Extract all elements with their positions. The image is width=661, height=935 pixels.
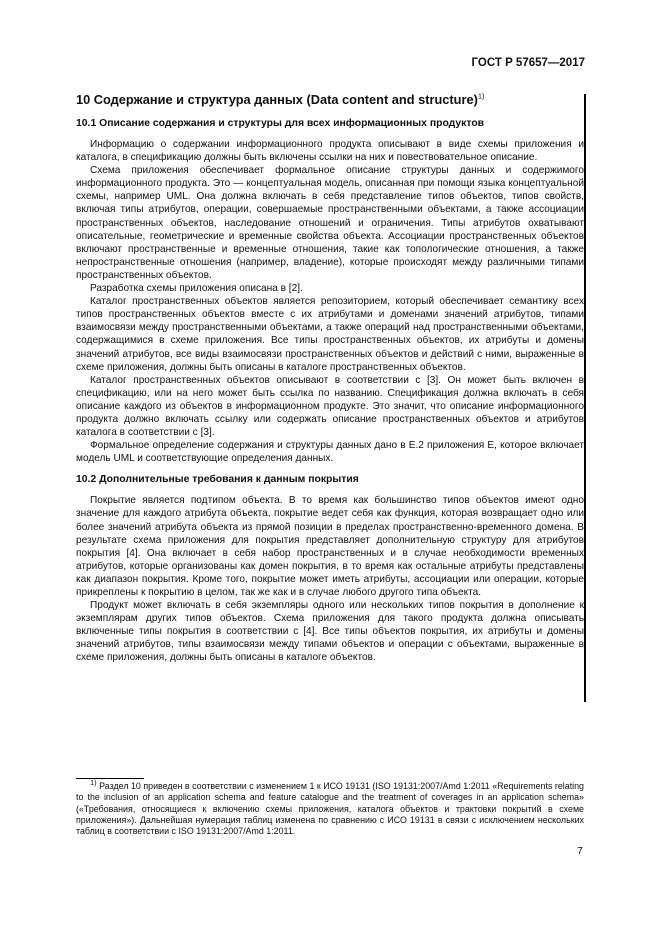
footnote bbox=[76, 778, 584, 837]
footnote-text: Раздел 10 приведен в соответствии с изменением 1 к ИСО 19131 (ISO 19131:2007/Amd 1:2011 «Requirements relating to the inclusion of an application schema and feature catalogue and the treatment of coverages in an application schema» («Требования, относящиеся к включению схемы приложения, каталога объектов и трактовки покрытий в схеме приложения»). Дальнейшая нумерация таблиц изменена по сравнению с ИСО 19131 в связи с исключением нескольких таблиц в соответствии с ISO 19131:2007/Amd 1:2011. bbox=[76, 781, 584, 837]
subsection-title-10-2: 10.2 Дополнительные требования к данным покрытия bbox=[76, 474, 359, 486]
section-title bbox=[76, 92, 584, 108]
footnote-separator bbox=[76, 778, 144, 779]
paragraph: Схема приложения обеспечивает формальное описание структуры данных и содержимого информационного продукта. Это — концептуальная модель, описанная при помощи языка концептуальной схемы, например UML. Она должна включать в себя представление типов объектов, типов свойств, включая типы атрибутов, операции, совершаемые пространственными объектами, а также ассоциации пространственных объектов, наследование отношений и ограничения. Типы атрибутов охватывают описательные, геометрические и временные свойства объекта. Ассоциации пространственных объектов включают пространственные и временные отношения, такие как топологические отношения, а также непространственные отношения (например, владение), которые происходят между различными типами пространственных объектов. bbox=[76, 165, 584, 281]
paragraph: Каталог пространственных объектов является репозиторием, который обеспечивает семантику всех типов пространственных объектов вместе с их атрибутами и доменами значений атрибутов, типами взаимосвязи между пространственными объектами, а также операций над пространственными объектами, содержащимися в схеме приложения. Все типы пространственных объектов, их атрибуты и домены значений атрибутов, все виды взаимосвязи пространственных объектов и действий с ними, выраженные в схеме приложения, должны быть описаны в каталоге пространственных объектов. bbox=[76, 296, 584, 373]
footnote-marker: 1) bbox=[90, 778, 97, 788]
section-title-text: 10 Содержание и структура данных (Data content and structure) bbox=[76, 92, 478, 107]
subsection-title-10-1: 10.1 Описание содержания и структуры для всех информационных продуктов bbox=[76, 118, 485, 129]
standard-header: ГОСТ Р 57657—2017 bbox=[471, 57, 585, 69]
paragraph: Формальное определение содержания и структуры данных дано в Е.2 приложения Е, которое включает модель UML и соответствующие определения данных. bbox=[76, 440, 584, 465]
paragraph: Информацию о содержании информационного продукта описывают в виде схемы приложения и каталога, в спецификацию должны быть включены ссылки на них и повествовательное описание. bbox=[76, 139, 584, 164]
paragraph: Продукт может включать в себя экземпляры одного или нескольких типов покрытия в дополнение к экземплярам других типов объектов. Схема приложения для такого продукта должна описывать включенные типы покрытия в соответствии с [4]. Все типы объектов покрытия, их атрибуты и домены значений атрибутов, типы взаимосвязи между типами объектов и операции с объектами, выраженные в схеме приложения, должны быть описаны в каталоге объектов. bbox=[76, 600, 584, 664]
paragraph: Каталог пространственных объектов описывают в соответствии с [3]. Он может быть включен в спецификацию, или на него может быть ссылка по названию. Спецификация должна включать в себя описание каждого из объектов в информационном продукте. Это значит, что описание информационного продукта должно включать ссылку или содержать описание пространственных объектов и атрибутов каталога в соответствии с [3]. bbox=[76, 374, 584, 439]
main-content bbox=[76, 92, 584, 665]
paragraph: Покрытие является подтипом объекта. В то время как большинство типов объектов имеют одно значение для каждого атрибута объекта, покрытие ведет себя как функция, которая возвращает одно или более значений атрибута объекта из прямой позиции в пределах пространственно-временного домена. В результате схема приложения для покрытия представляет дополнительную структуру для атрибутов покрытия [4]. Она включает в себя набор пространственных и в случае необходимости временных атрибутов, которые организованы как домен покрытия, в то время как остальные атрибуты представлены как диапазон покрытия. Кроме того, покрытие может иметь атрибуты, ассоциации или операции, которые прикреплены к покрытию в целом, так же как и в случае любого другого типа объекта. bbox=[76, 495, 584, 598]
change-bar bbox=[584, 94, 586, 702]
footnote-ref: 1) bbox=[477, 91, 485, 101]
page-number: 7 bbox=[577, 845, 583, 857]
paragraph: Разработка схемы приложения описана в [2]. bbox=[90, 283, 303, 295]
